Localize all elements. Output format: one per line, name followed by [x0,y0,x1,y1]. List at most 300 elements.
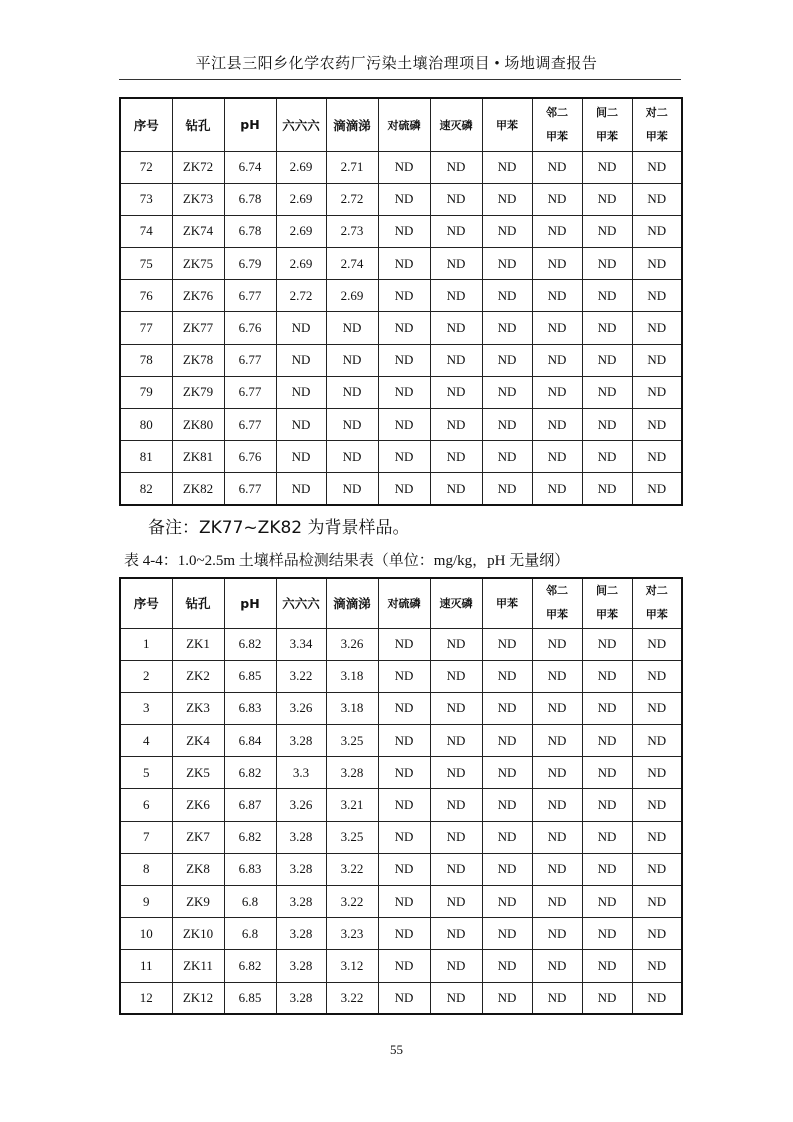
table-2-body [120,628,682,1014]
col-header-m-xylene [582,578,632,628]
table-cell: ND [482,628,532,660]
table-row [120,628,682,660]
table-cell: 2.69 [326,280,378,312]
col-header-o-xylene-line1: 邻二 [546,105,568,119]
table-cell: ND [532,473,582,505]
table-cell: ND [582,757,632,789]
table-row [120,280,682,312]
table-cell: ND [378,918,430,950]
table-cell: 3.26 [276,789,326,821]
table-cell: ND [326,473,378,505]
table-cell: 3.22 [326,853,378,885]
table-cell: 79 [120,376,172,408]
table-cell: ND [632,725,682,757]
table-cell: ND [532,215,582,247]
table-cell: ND [632,757,682,789]
table-cell: ZK1 [172,628,224,660]
table-cell: ND [582,473,632,505]
table-cell: ND [430,441,482,473]
table-cell: ZK77 [172,312,224,344]
col-header-o-xylene-line2: 甲苯 [546,608,568,622]
table-cell: 2.69 [276,183,326,215]
table-cell: ND [430,853,482,885]
table-cell: 7 [120,821,172,853]
table-cell: 3.12 [326,950,378,982]
table-cell: ND [430,376,482,408]
table-cell: ND [430,344,482,376]
table-cell: ND [430,660,482,692]
table-cell: ND [430,312,482,344]
table-cell: 12 [120,982,172,1014]
table-row [120,344,682,376]
table-cell: ND [430,692,482,724]
table-cell: 2.72 [326,183,378,215]
table-cell: ZK82 [172,473,224,505]
table-cell: ND [378,886,430,918]
table-cell: ND [482,982,532,1014]
table-row [120,886,682,918]
table-cell: ND [378,409,430,441]
table-cell: 6.82 [224,757,276,789]
table-cell: ND [582,248,632,280]
table-cell: ND [378,183,430,215]
table-row [120,757,682,789]
table-cell: 3.28 [276,982,326,1014]
table-cell: ND [532,280,582,312]
table-cell: ND [482,409,532,441]
table-cell: ZK81 [172,441,224,473]
table-cell: ZK12 [172,982,224,1014]
table-cell: 3.28 [276,853,326,885]
table-cell: ND [430,280,482,312]
table-cell: ND [378,376,430,408]
table-cell: ND [632,441,682,473]
table-cell: 6.82 [224,950,276,982]
table-row [120,725,682,757]
table-cell: 80 [120,409,172,441]
col-header-ddt: 滴滴涕 [326,98,378,151]
table-cell: ND [378,441,430,473]
table-cell: ZK10 [172,918,224,950]
table-cell: ZK78 [172,344,224,376]
table-cell: ND [430,248,482,280]
table-cell: ND [582,853,632,885]
table-row [120,473,682,505]
table-cell: ND [378,757,430,789]
table-cell: ND [482,757,532,789]
table-cell: ND [430,628,482,660]
table-cell: ND [532,725,582,757]
table-cell: ND [632,312,682,344]
table-row [120,789,682,821]
table-cell: 3.25 [326,725,378,757]
table-cell: ND [482,441,532,473]
table-cell: 82 [120,473,172,505]
table-cell: ND [430,215,482,247]
table-cell: ND [582,692,632,724]
col-header-ph: pH [224,578,276,628]
table-cell: ND [532,344,582,376]
table-cell: ND [532,628,582,660]
col-header-toluene: 甲苯 [482,98,532,151]
col-header-m-xylene-line2: 甲苯 [596,608,618,622]
col-header-p-xylene [632,578,682,628]
table-cell: 3.18 [326,692,378,724]
table-row [120,918,682,950]
col-header-o-xylene-line2: 甲苯 [546,129,568,143]
table-cell: ND [378,280,430,312]
table-cell: ND [482,344,532,376]
table-cell: ND [378,344,430,376]
col-header-hole: 钻孔 [172,98,224,151]
table-cell: 1 [120,628,172,660]
table-cell: ND [378,628,430,660]
table-cell: ND [632,344,682,376]
table-cell: ND [430,473,482,505]
table-cell: 74 [120,215,172,247]
table-cell: 6.82 [224,628,276,660]
table-cell: 3.22 [276,660,326,692]
table-cell: ND [482,183,532,215]
table-cell: ND [482,821,532,853]
table-cell: ND [430,409,482,441]
table-cell: ND [430,982,482,1014]
table-cell: ND [632,918,682,950]
col-header-hole: 钻孔 [172,578,224,628]
table-cell: 3.23 [326,918,378,950]
table-cell: ND [378,789,430,821]
table-cell: ND [632,215,682,247]
table-cell: ND [326,312,378,344]
col-header-o-xylene [532,98,582,151]
table-cell: 3.22 [326,982,378,1014]
table-cell: 6.77 [224,280,276,312]
table-header-row [120,578,682,628]
table-cell: 3.26 [326,628,378,660]
table-cell: 10 [120,918,172,950]
table-cell: 75 [120,248,172,280]
table-cell: 6.8 [224,918,276,950]
table-cell: ND [582,660,632,692]
table-row [120,248,682,280]
table-cell: 6.76 [224,441,276,473]
table-cell: ND [430,918,482,950]
col-header-m-xylene-line1: 间二 [596,584,618,598]
table-row [120,376,682,408]
table-cell: ND [582,183,632,215]
table-cell: ND [632,151,682,183]
table-cell: ND [378,950,430,982]
table-cell: ND [482,280,532,312]
table-cell: ND [378,151,430,183]
col-header-o-xylene-line1: 邻二 [546,584,568,598]
table-cell: ND [430,151,482,183]
table-cell: ND [430,950,482,982]
table-cell: ND [582,376,632,408]
table-cell: 3.21 [326,789,378,821]
table-row [120,950,682,982]
table-cell: ND [482,376,532,408]
table-cell: 2.69 [276,151,326,183]
table-cell: ND [582,886,632,918]
table-cell: ND [632,950,682,982]
table-cell: 3.28 [276,918,326,950]
table-cell: ND [532,821,582,853]
table-row [120,982,682,1014]
table-cell: 3.28 [276,886,326,918]
table-cell: ND [632,628,682,660]
table-cell: 5 [120,757,172,789]
table-cell: ND [582,725,632,757]
table-cell: 6.77 [224,409,276,441]
col-header-o-xylene [532,578,582,628]
table-cell: 72 [120,151,172,183]
table-cell: 6.87 [224,789,276,821]
table-cell: 2.72 [276,280,326,312]
table-cell: 6.78 [224,215,276,247]
table-remark: 备注：ZK77~ZK82 为背景样品。 [148,518,410,538]
table-cell: ND [482,725,532,757]
col-header-mevinphos: 速灭磷 [430,98,482,151]
table-cell: ZK73 [172,183,224,215]
table-cell: ND [632,409,682,441]
results-table-2 [119,577,683,1015]
table-row [120,441,682,473]
table-cell: 6.77 [224,376,276,408]
table-cell: ND [378,248,430,280]
results-table-1 [119,97,683,506]
table-cell: ND [532,660,582,692]
col-header-m-xylene [582,98,632,151]
table-cell: ZK3 [172,692,224,724]
table-cell: ND [532,982,582,1014]
table-cell: ND [582,441,632,473]
table-cell: ZK79 [172,376,224,408]
table-cell: ND [276,312,326,344]
table-cell: 6.85 [224,660,276,692]
table-cell: ND [482,853,532,885]
table-cell: 6.77 [224,344,276,376]
table-cell: ND [532,950,582,982]
table-1-body [120,151,682,505]
table-cell: 81 [120,441,172,473]
table-cell: ND [482,660,532,692]
table-cell: 2.71 [326,151,378,183]
table-cell: ND [632,376,682,408]
table-cell: ND [582,215,632,247]
col-header-hch: 六六六 [276,578,326,628]
table-cell: 3 [120,692,172,724]
table-cell: ND [532,692,582,724]
table-cell: ND [582,821,632,853]
table-cell: ND [482,886,532,918]
table-row [120,660,682,692]
table-cell: 2 [120,660,172,692]
table-cell: 2.74 [326,248,378,280]
table-cell: ND [532,789,582,821]
table-cell: 76 [120,280,172,312]
table-cell: ND [430,789,482,821]
table-row [120,692,682,724]
col-header-toluene: 甲苯 [482,578,532,628]
table-cell: 3.25 [326,821,378,853]
table-cell: ND [430,757,482,789]
table-cell: 11 [120,950,172,982]
table-header-row [120,98,682,151]
table-row [120,853,682,885]
col-header-no: 序号 [120,578,172,628]
table-cell: ND [482,789,532,821]
col-header-hch: 六六六 [276,98,326,151]
table-row [120,151,682,183]
table-cell: 3.26 [276,692,326,724]
table-cell: 78 [120,344,172,376]
table-cell: ND [582,312,632,344]
table-cell: ND [532,312,582,344]
table-cell: 3.22 [326,886,378,918]
table-cell: 6.76 [224,312,276,344]
col-header-p-xylene-line1: 对二 [645,584,668,598]
table-cell: ZK4 [172,725,224,757]
table-cell: ND [532,886,582,918]
table-cell: 2.73 [326,215,378,247]
table-cell: ND [276,441,326,473]
table-cell: ND [378,821,430,853]
table-cell: ZK6 [172,789,224,821]
col-header-parathion: 对硫磷 [378,578,430,628]
col-header-m-xylene-line1: 间二 [596,105,618,119]
table-cell: ND [430,886,482,918]
col-header-p-xylene [632,98,682,151]
table-cell: ND [276,409,326,441]
table-cell: ZK76 [172,280,224,312]
col-header-p-xylene-line2: 甲苯 [645,608,668,622]
page-number: 55 [390,1042,403,1057]
table-cell: ND [378,692,430,724]
table-cell: 2.69 [276,215,326,247]
table-cell: ND [276,344,326,376]
col-header-m-xylene-line2: 甲苯 [596,129,618,143]
table-cell: ND [378,982,430,1014]
table-cell: ND [378,660,430,692]
table-cell: 9 [120,886,172,918]
table-cell: ND [532,183,582,215]
table-cell: 3.28 [276,821,326,853]
table-cell: 77 [120,312,172,344]
table-row [120,183,682,215]
col-header-p-xylene-line1: 对二 [645,105,668,119]
table-cell: ND [378,215,430,247]
table-cell: ND [632,248,682,280]
table-cell: 6.77 [224,473,276,505]
table-cell: ND [632,982,682,1014]
table-cell: ND [276,376,326,408]
col-header-mevinphos: 速灭磷 [430,578,482,628]
table-row [120,821,682,853]
table-cell: ND [582,151,632,183]
table-cell: ND [378,725,430,757]
table-cell: ZK9 [172,886,224,918]
table-cell: ND [482,215,532,247]
table-cell: ND [582,409,632,441]
table-cell: ND [482,151,532,183]
table-cell: ZK80 [172,409,224,441]
header-divider [119,79,681,80]
table-cell: ND [532,248,582,280]
table-cell: ND [632,886,682,918]
table-cell: ND [632,473,682,505]
table-cell: ND [378,312,430,344]
table-cell: 73 [120,183,172,215]
table-cell: ND [378,473,430,505]
col-header-no: 序号 [120,98,172,151]
table-cell: 6.83 [224,853,276,885]
col-header-parathion: 对硫磷 [378,98,430,151]
table-cell: ND [532,151,582,183]
table-cell: 2.69 [276,248,326,280]
col-header-ph: pH [224,98,276,151]
table-cell: ND [582,982,632,1014]
table-cell: ND [632,789,682,821]
table-cell: 6.74 [224,151,276,183]
table-cell: ND [632,280,682,312]
table-cell: 3.3 [276,757,326,789]
table-cell: 6.84 [224,725,276,757]
table-cell: ND [632,660,682,692]
table-cell: ZK72 [172,151,224,183]
table-cell: ND [532,918,582,950]
table-cell: ND [482,312,532,344]
table-cell: 3.28 [276,725,326,757]
table-2-caption: 表 4-4：1.0~2.5m 土壤样品检测结果表（单位：mg/kg，pH 无量纲） [124,553,570,569]
table-cell: ND [378,853,430,885]
table-cell: ND [632,853,682,885]
table-cell: ND [482,950,532,982]
table-cell: 3.34 [276,628,326,660]
table-cell: 6 [120,789,172,821]
table-cell: 8 [120,853,172,885]
table-cell: ND [582,789,632,821]
table-cell: ND [482,473,532,505]
table-cell: ND [482,918,532,950]
table-cell: ND [326,409,378,441]
table-cell: 6.8 [224,886,276,918]
table-cell: 3.28 [326,757,378,789]
table-cell: ZK11 [172,950,224,982]
table-cell: ZK5 [172,757,224,789]
table-cell: ND [326,441,378,473]
table-cell: ZK8 [172,853,224,885]
table-cell: ND [430,183,482,215]
table-cell: ND [532,853,582,885]
table-cell: ND [632,692,682,724]
table-cell: ZK75 [172,248,224,280]
table-cell: ND [326,344,378,376]
table-row [120,215,682,247]
table-cell: ND [430,821,482,853]
table-cell: ZK74 [172,215,224,247]
table-cell: ZK7 [172,821,224,853]
table-cell: ND [532,409,582,441]
table-cell: ND [582,628,632,660]
table-cell: 6.78 [224,183,276,215]
table-cell: ND [276,473,326,505]
table-cell: 6.79 [224,248,276,280]
col-header-ddt: 滴滴涕 [326,578,378,628]
table-cell: 6.85 [224,982,276,1014]
table-cell: ND [582,950,632,982]
table-cell: 6.83 [224,692,276,724]
